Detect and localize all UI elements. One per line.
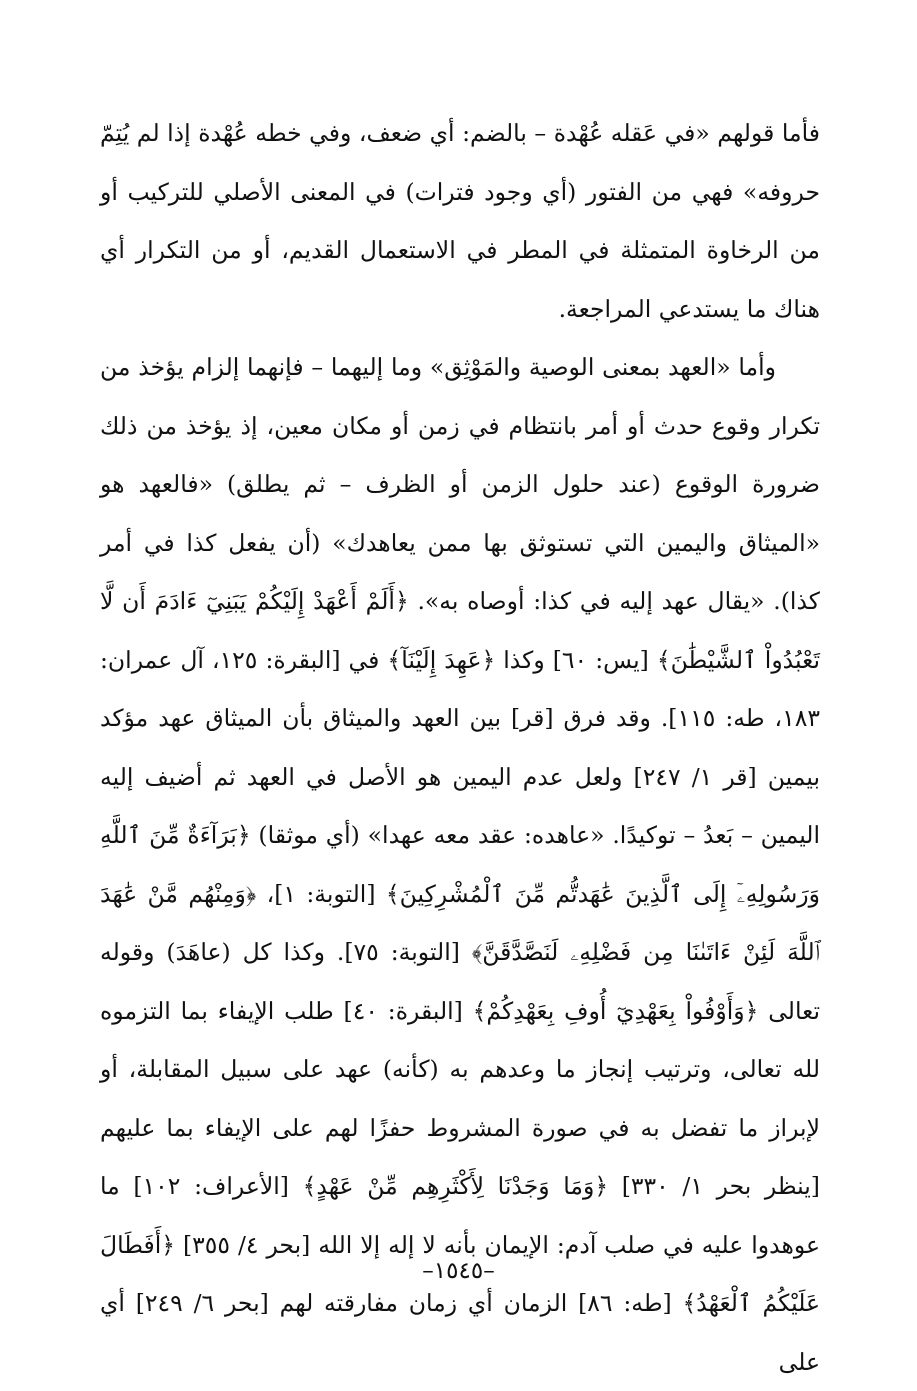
paragraph-1: فأما قولهم «في عَقله عُهْدة – بالضم: أي ضعف، وفي خطه عُهْدة إذا لم يُتِمّ حروفه» فهي من الفتور (أي وجود فترات) في المعنى الأصلي للتركيب أو من الرخاوة المتمثلة في المطر في الاستعمال القديم، أو من التكرار أي هناك ما يستدعي المراجعة. (100, 119, 820, 323)
document-page (100, 104, 820, 1391)
paragraph-2: وأما «العهد بمعنى الوصية والمَوْثِق» وما إليهما – فإنهما إلزام يؤخذ من تكرار وقوع حدث أو أمر بانتظام في زمن أو مكان معين، إذ يؤخذ من ذلك ضرورة الوقوع (عند حلول الزمن أو الظرف – ثم يطلق) «فالعهد هو «الميثاق واليمين التي تستوثق بها ممن يعاهدك» (أن يفعل كذا في أمر كذا). «يقال عهد إليه في كذا: أوصاه به». ﴿أَلَمْ أَعْهَدْ إِلَيْكُمْ يَبَنِيٓ ءَادَمَ أَن لَّا تَعْبُدُواْ ٱلشَّيْطَٰنَ﴾ [يس: ٦٠] وكذا ﴿عَهِدَ إِلَيْنَآ﴾ في [البقرة: ١٢٥، آل عمران: ١٨٣، طه: ١١٥]. وقد فرق [قر] بين العهد والميثاق بأن الميثاق عهد مؤكد بيمين [قر ١/ ٢٤٧] ولعل عدم اليمين هو الأصل في العهد ثم أضيف إليه اليمين – بَعدُ – توكيدًا. «عاهده: عقد معه عهدا» (أي موثقا) ﴿بَرَآءَةٌ مِّنَ ٱللَّهِ وَرَسُولِهِۦٓ إِلَى ٱلَّذِينَ عَٰهَدتُّم مِّنَ ٱلْمُشْرِكِينَ﴾ [التوبة: ١]، ﴿وَمِنْهُم مَّنْ عَٰهَدَ ٱللَّهَ لَئِنْ ءَاتَىٰنَا مِن فَضْلِهِۦ لَنَصَّدَّقَنَّ﴾ [التوبة: ٧٥]. وكذا كل (عاهَدَ) وقوله تعالى ﴿وَأَوْفُواْ بِعَهْدِيٓ أُوفِ بِعَهْدِكُمْ﴾ [البقرة: ٤٠] طلب الإيفاء بما التزموه لله تعالى، وترتيب إنجاز ما وعدهم به (كأنه) عهد على سبيل المقابلة، أو لإبراز ما تفضل به في صورة المشروط حفزًا لهم على الإيفاء بما عليهم [ينظر بحر ١/ ٣٣٠] ﴿وَمَا وَجَدْنَا لِأَكْثَرِهِم مِّنْ عَهْدٍ﴾ [الأعراف: ١٠٢] ما عوهدوا عليه في صلب آدم: الإيمان بأنه لا إله إلا الله [بحر ٤/ ٣٥٥] ﴿أَفَطَالَ عَلَيْكُمُ ٱلْعَهْدُ﴾ [طه: ٨٦] الزمان أي زمان مفارقته لهم [بحر ٦/ ٢٤٩] أي على (100, 353, 821, 1376)
page-number: –١٥٤٥– (422, 1258, 495, 1284)
